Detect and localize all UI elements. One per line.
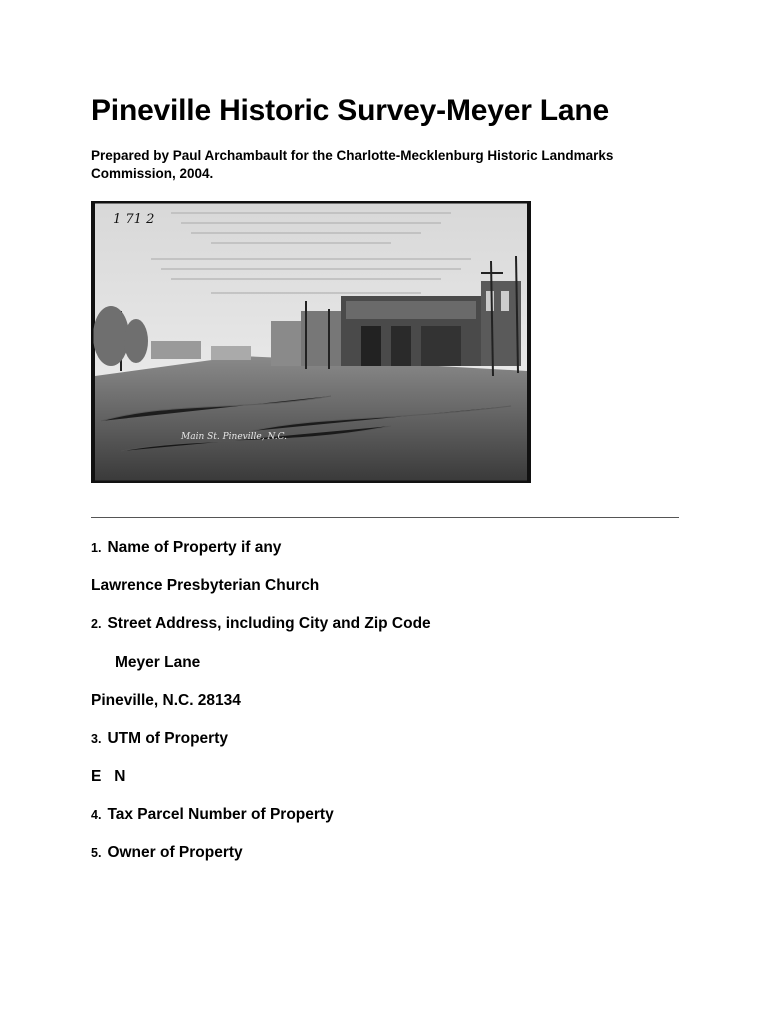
field-3-value: E N bbox=[91, 768, 126, 785]
field-1-value: Lawrence Presbyterian Church bbox=[91, 577, 320, 594]
field-4-heading bbox=[91, 805, 334, 825]
field-5-number: 5. bbox=[91, 846, 102, 860]
intro-paragraph bbox=[91, 147, 691, 183]
field-3-heading bbox=[91, 729, 228, 749]
field-2-city: Pineville, N.C. 28134 bbox=[91, 692, 241, 709]
intro-line-1: Prepared by Paul Archambault for the Charlotte-Mecklenburg Historic Landmarks bbox=[91, 148, 614, 163]
section-divider bbox=[91, 517, 679, 518]
photo-street bbox=[95, 356, 527, 481]
photo-corner-caption: 1 71 2 bbox=[113, 212, 155, 227]
field-2-number: 2. bbox=[91, 617, 102, 631]
page-title: Pineville Historic Survey-Meyer Lane bbox=[91, 94, 610, 127]
field-1-number: 1. bbox=[91, 541, 102, 555]
field-5-heading bbox=[91, 843, 243, 863]
field-2-street: Meyer Lane bbox=[115, 654, 201, 671]
field-1-heading bbox=[91, 538, 281, 558]
historic-street-photo bbox=[91, 201, 531, 483]
field-2-heading bbox=[91, 614, 431, 634]
intro-line-2: Commission, 2004. bbox=[91, 166, 214, 181]
field-3-number: 3. bbox=[91, 732, 102, 746]
field-4-label: Tax Parcel Number of Property bbox=[107, 806, 334, 823]
photo-bottom-caption: Main St. Pineville, N.C. bbox=[181, 432, 288, 442]
field-1-label: Name of Property if any bbox=[107, 539, 282, 556]
field-2-label: Street Address, including City and Zip Code bbox=[107, 615, 431, 632]
field-4-number: 4. bbox=[91, 808, 102, 822]
field-3-label: UTM of Property bbox=[107, 730, 228, 747]
field-5-label: Owner of Property bbox=[107, 844, 243, 861]
